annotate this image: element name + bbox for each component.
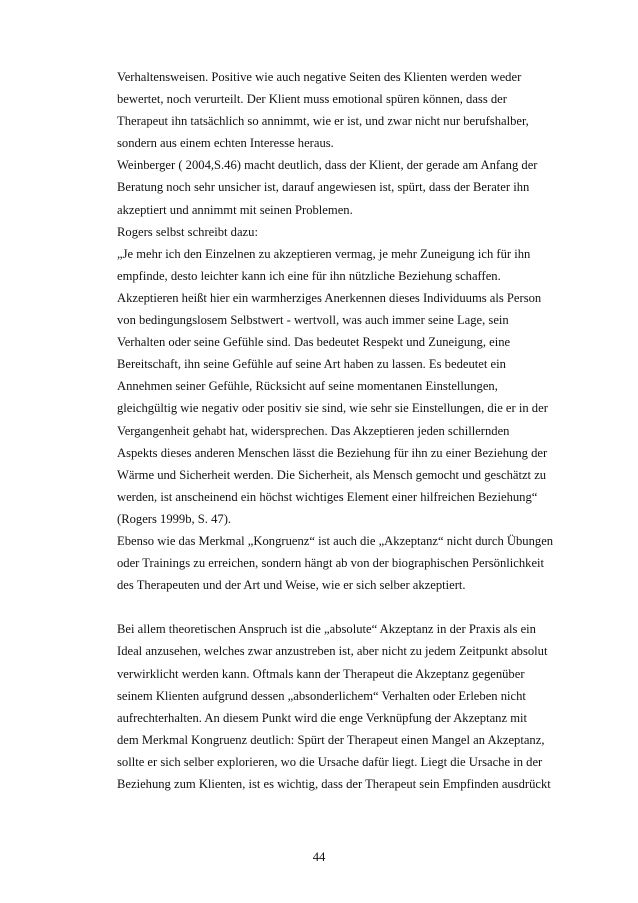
text-line: des Therapeuten und der Art und Weise, wie er sich selber akzeptiert.: [117, 578, 466, 593]
text-line: bewertet, noch verurteilt. Der Klient muss emotional spüren können, dass der: [117, 92, 507, 107]
text-line: Bei allem theoretischen Anspruch ist die „absolute“ Akzeptanz in der Praxis als ein: [117, 622, 536, 637]
paragraph-2: [117, 618, 577, 795]
text-line: verwirklicht werden kann. Oftmals kann der Therapeut die Akzeptanz gegenüber: [117, 666, 525, 681]
quote-line: von bedingungslosem Selbstwert - wertvoll, was auch immer seine Lage, sein: [117, 313, 509, 328]
text-line: Weinberger ( 2004,S.46) macht deutlich, dass der Klient, der gerade am Anfang der: [117, 158, 538, 173]
text-line: dem Merkmal Kongruenz deutlich: Spürt der Therapeut einen Mangel an Akzeptanz,: [117, 732, 545, 747]
quote-line: Annehmen seiner Gefühle, Rücksicht auf seine momentanen Einstellungen,: [117, 379, 498, 394]
paragraph-1: [117, 66, 577, 596]
quote-line: Wärme und Sicherheit werden. Die Sicherheit, als Mensch gemocht und geschätzt zu: [117, 467, 547, 482]
citation-line: (Rogers 1999b, S. 47).: [117, 511, 232, 526]
quote-line: Aspekts dieses anderen Menschen lässt die Beziehung für ihn zu einer Beziehung der: [117, 445, 548, 460]
text-line: Therapeut ihn tatsächlich so annimmt, wie er ist, und zwar nicht nur berufshalber,: [117, 114, 529, 129]
body-text: [117, 66, 577, 795]
text-line: Beratung noch sehr unsicher ist, darauf angewiesen ist, spürt, dass der Berater ihn: [117, 180, 530, 195]
text-line: sondern aus einem echten Interesse heraus.: [117, 136, 334, 151]
quote-line: gleichgültig wie negativ oder positiv sie sind, wie sehr sie Einstellungen, die er in der: [117, 401, 548, 416]
text-line: oder Trainings zu erreichen, sondern hängt ab von der biographischen Persönlichkeit: [117, 556, 545, 571]
text-line: Beziehung zum Klienten, ist es wichtig, dass der Therapeut sein Empfinden ausdrückt: [117, 777, 551, 791]
quote-line: Vergangenheit gehabt hat, widersprechen. Das Akzeptieren jeden schillernden: [117, 423, 510, 438]
text-line: Ebenso wie das Merkmal „Kongruenz“ ist auch die „Akzeptanz“ nicht durch Übungen: [117, 533, 554, 548]
quote-line: empfinde, desto leichter kann ich eine für ihn nützliche Beziehung schaffen.: [117, 268, 501, 283]
quote-line: Bereitschaft, ihn seine Gefühle auf seine Art haben zu lassen. Es bedeutet ein: [117, 357, 506, 372]
text-line: Rogers selbst schreibt dazu:: [117, 224, 258, 239]
quote-line: „Je mehr ich den Einzelnen zu akzeptieren vermag, je mehr Zuneigung ich für ihn: [117, 246, 531, 261]
page-number: 44: [312, 850, 326, 864]
text-line: Ideal anzusehen, welches zwar anzustreben ist, aber nicht zu jedem Zeitpunkt absolut: [117, 644, 548, 659]
text-line: aufrechterhalten. An diesem Punkt wird die enge Verknüpfung der Akzeptanz mit: [117, 710, 527, 725]
paragraph-gap: [117, 596, 577, 618]
text-line: sollte er sich selber explorieren, wo die Ursache dafür liegt. Liegt die Ursache in der: [117, 754, 543, 769]
quote-line: Verhalten oder seine Gefühle sind. Das bedeutet Respekt und Zuneigung, eine: [117, 335, 511, 350]
text-line: akzeptiert und annimmt mit seinen Problemen.: [117, 202, 353, 217]
text-line: seinem Klienten aufgrund dessen „absonderlichem“ Verhalten oder Erleben nicht: [117, 688, 526, 703]
quote-line: werden, ist anscheinend ein höchst wichtiges Element einer hilfreichen Beziehung“: [117, 489, 538, 504]
text-line: Verhaltensweisen. Positive wie auch negative Seiten des Klienten werden weder: [117, 70, 522, 84]
quote-line: Akzeptieren heißt hier ein warmherziges Anerkennen dieses Individuums als Person: [117, 290, 542, 305]
